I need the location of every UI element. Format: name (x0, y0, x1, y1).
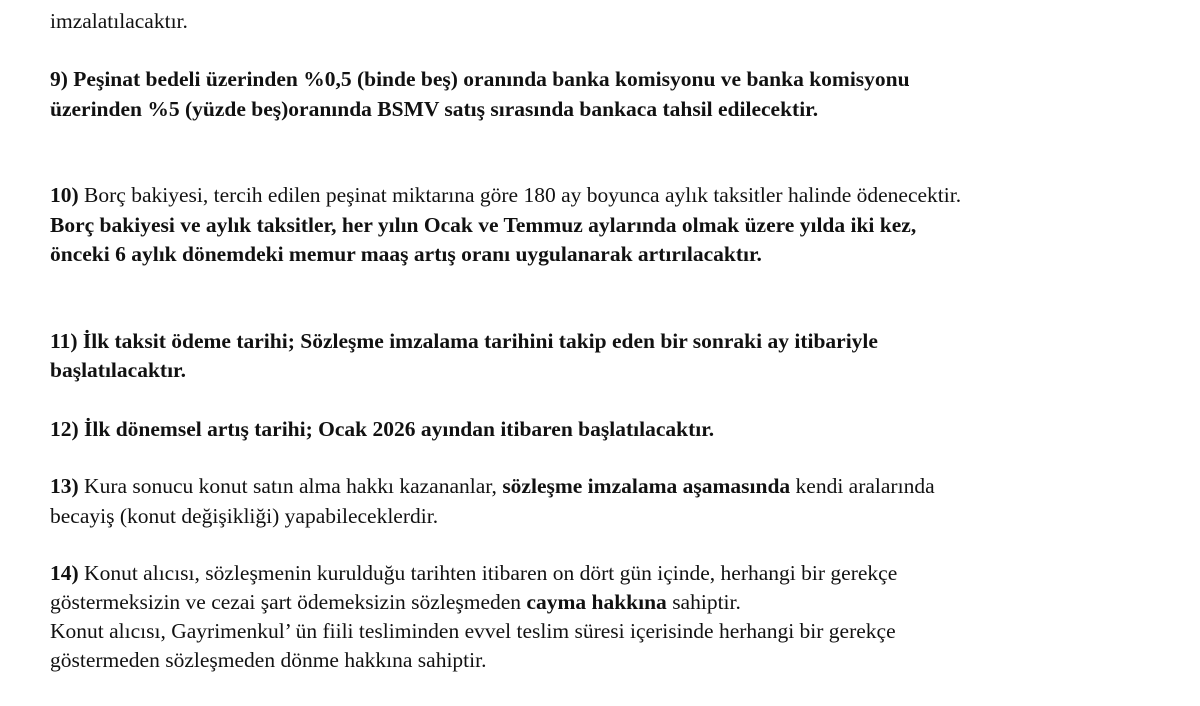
item-13-line-1 (50, 471, 935, 501)
item-14-text: Konut alıcısı, sözleşmenin kurulduğu tarihten itibaren on dört gün içinde, herhangi bir gerekçe (78, 561, 898, 585)
item-14-emphasis: cayma hakkına (526, 590, 667, 614)
item-13-text-a: Kura sonucu konut satın alma hakkı kazananlar, (78, 474, 503, 498)
item-10-text: Borç bakiyesi, tercih edilen peşinat miktarına göre 180 ay boyunca aylık taksitler halinde ödenecektir. (78, 183, 962, 207)
item-9-line-2: üzerinden %5 (yüzde beş)oranında BSMV satış sırasında bankaca tahsil edilecektir. (50, 97, 819, 121)
intro-tail: imzalatılacaktır. (50, 9, 188, 33)
item-13-emphasis: sözleşme imzalama aşamasında (502, 474, 791, 498)
item-10-number: 10) (50, 183, 79, 207)
item-10-line-2: Borç bakiyesi ve aylık taksitler, her yılın Ocak ve Temmuz aylarında olmak üzere yılda iki kez, (50, 213, 917, 237)
item-14-number: 14) (50, 561, 79, 585)
item-9-line-1: 9) Peşinat bedeli üzerinden %0,5 (binde beş) oranında banka komisyonu ve banka komisyonu (50, 67, 910, 91)
item-14-text-c: sahiptir. (666, 590, 741, 614)
item-11-line-1: 11) İlk taksit ödeme tarihi; Sözleşme imzalama tarihini takip eden bir sonraki ay itibariyle (50, 329, 878, 353)
item-13-number: 13) (50, 474, 79, 498)
item-14-text-a: göstermeksizin ve cezai şart ödemeksizin sözleşmeden (50, 590, 527, 614)
item-14-line-1 (50, 558, 897, 588)
item-14-line-2 (50, 587, 741, 617)
item-10-line-3: önceki 6 aylık dönemdeki memur maaş artış oranı uygulanarak artırılacaktır. (50, 242, 762, 266)
item-13-text-c: kendi aralarında (790, 474, 935, 498)
item-14-line-3: Konut alıcısı, Gayrimenkul’ ün fiili tesliminden evvel teslim süresi içerisinde herhangi bir gerekçe (50, 619, 896, 643)
item-12-line-1: 12) İlk dönemsel artış tarihi; Ocak 2026 ayından itibaren başlatılacaktır. (50, 417, 715, 441)
item-14-line-4: göstermeden sözleşmeden dönme hakkına sahiptir. (50, 648, 487, 672)
item-11-line-2: başlatılacaktır. (50, 358, 186, 382)
item-10-line-1 (50, 180, 961, 210)
item-13-line-2: becayiş (konut değişikliği) yapabileceklerdir. (50, 504, 439, 528)
